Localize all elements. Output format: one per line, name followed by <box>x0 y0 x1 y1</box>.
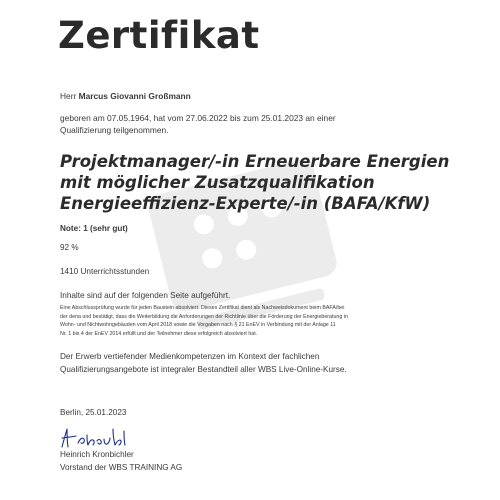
media-line-1: Der Erwerb vertiefender Medienkompetenzen im Kontext der fachlichen <box>60 352 320 361</box>
certificate-title: Zertifikat <box>58 14 260 57</box>
grade: Note: 1 (sehr gut) <box>60 224 128 233</box>
course-title-line-1: Projektmanager/-in Erneuerbare Energien <box>60 152 450 171</box>
signer-name: Heinrich Kronbichler <box>60 450 134 459</box>
recipient-line <box>60 91 191 101</box>
score-percent: 92 % <box>60 243 79 252</box>
signer-role: Vorstand der WBS TRAINING AG <box>60 462 183 472</box>
smallprint-line-2: der dena und bestätigt, dass die Weiterbildung die Anforderungen der Richtlinie über die Förderung der Energieberatung in <box>60 313 348 320</box>
course-title-line-2: mit möglicher Zusatzqualifikation <box>60 173 375 192</box>
media-competence-note <box>60 351 440 376</box>
contents-note: Inhalte sind auf der folgenden Seite aufgeführt. <box>60 291 231 300</box>
course-title-line-3: Energieeffizienz-Experte/-in (BAFA/KfW) <box>60 194 431 213</box>
signature-icon <box>58 425 148 451</box>
salutation: Herr <box>60 91 77 101</box>
course-title <box>60 151 480 214</box>
teaching-hours: 1410 Unterrichtsstunden <box>60 267 150 276</box>
place-date: Berlin, 25.01.2023 <box>60 408 127 417</box>
signer-block <box>60 449 182 474</box>
participation-line-1: geboren am 07.05.1964, hat vom 27.06.2022 bis zum 25.01.2023 an einer <box>60 113 336 123</box>
smallprint-line-3: Wohn- und Nichtwohngebäuden vom April 2018 sowie die Vorgaben nach § 21 EnEV in Verbindung mit der Anlage 11 <box>60 322 336 328</box>
participation-statement <box>60 113 405 136</box>
legal-smallprint <box>60 304 460 338</box>
recipient-name: Marcus Giovanni Großmann <box>78 91 191 101</box>
smallprint-line-1: Eine Abschlussprüfung wurde für jeden Baustein absolviert. Dieses Zertifikat dient als Nachweisdokument beim BAFA/bei <box>60 305 345 311</box>
smallprint-line-4: Nr. 1 bis 4 der EnEV 2014 erfüllt und der Teilnehmer diese erfolgreich absolviert hat. <box>60 330 258 337</box>
participation-line-2: Qualifizierung teilgenommen. <box>60 124 169 135</box>
media-line-2: Qualifizierungsangebote ist integraler Bestandteil aller WBS Live-Online-Kurse. <box>60 364 347 374</box>
